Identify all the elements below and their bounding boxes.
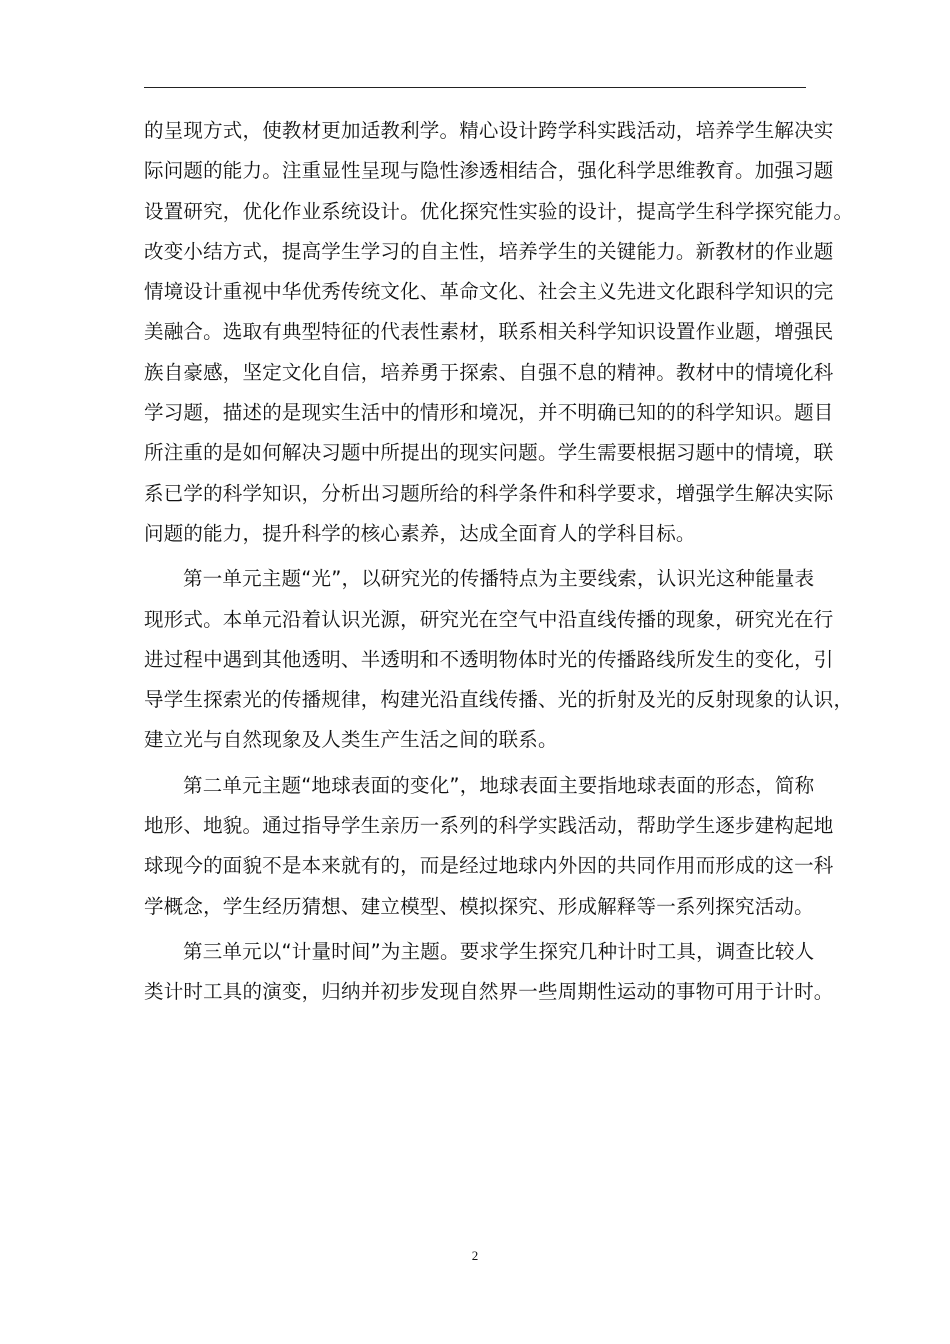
text-line: 建立光与自然现象及人类生产生活之间的联系。 [144,728,558,752]
text-line: 现形式。本单元沿着认识光源，研究光在空气中沿直线传播的现象，研究光在行 [144,607,834,631]
text-line: 设置研究，优化作业系统设计。优化探究性实验的设计，提高学生科学探究能力。 [144,199,854,223]
text-line: 族自豪感，坚定文化自信，培养勇于探索、自强不息的精神。教材中的情境化科 [144,360,834,384]
paragraph-3 [144,766,834,927]
text-line: 第一单元主题“光”，以研究光的传播特点为主要线索，认识光这种能量表 [183,567,815,591]
text-line: 学概念，学生经历猜想、建立模型、模拟探究、形成解释等一系列探究活动。 [144,894,814,918]
text-line: 际问题的能力。注重显性呈现与隐性渗透相结合，强化科学思维教育。加强习题 [144,159,834,183]
page-number: 2 [471,1248,479,1263]
text-line: 情境设计重视中华优秀传统文化、革命文化、社会主义先进文化跟科学知识的完 [144,280,834,304]
text-line: 改变小结方式，提高学生学习的自主性，培养学生的关键能力。新教材的作业题 [144,239,834,263]
text-line: 球现今的面貌不是本来就有的，而是经过地球内外因的共同作用而形成的这一科 [144,854,834,878]
text-line: 进过程中遇到其他透明、半透明和不透明物体时光的传播路线所发生的变化，引 [144,647,834,671]
document-body [144,111,854,1013]
header-rule [144,87,806,88]
text-line: 学习题，描述的是现实生活中的情形和境况，并不明确已知的的科学知识。题目 [144,401,834,425]
text-line: 地形、地貌。通过指导学生亲历一系列的科学实践活动，帮助学生逐步建构起地 [144,814,834,838]
text-line: 所注重的是如何解决习题中所提出的现实问题。学生需要根据习题中的情境，联 [144,441,834,465]
paragraph-1 [144,111,854,554]
text-line: 第三单元以“计量时间”为主题。要求学生探究几种计时工具，调查比较人 [183,939,815,963]
text-line: 的呈现方式，使教材更加适教利学。精心设计跨学科实践活动，培养学生解决实 [144,119,834,142]
text-line: 导学生探索光的传播规律，构建光沿直线传播、光的折射及光的反射现象的认识， [144,688,854,712]
paragraph-4 [144,932,834,1013]
text-line: 第二单元主题“地球表面的变化”，地球表面主要指地球表面的形态，简称 [183,773,815,797]
text-line: 类计时工具的演变，归纳并初步发现自然界一些周期性运动的事物可用于计时。 [144,980,834,1004]
text-line: 美融合。选取有典型特征的代表性素材，联系相关科学知识设置作业题，增强民 [144,320,834,344]
paragraph-2 [144,559,854,760]
text-line: 系已学的科学知识，分析出习题所给的科学条件和科学要求，增强学生解决实际 [144,481,834,505]
text-line: 问题的能力，提升科学的核心素养，达成全面育人的学科目标。 [144,521,696,545]
